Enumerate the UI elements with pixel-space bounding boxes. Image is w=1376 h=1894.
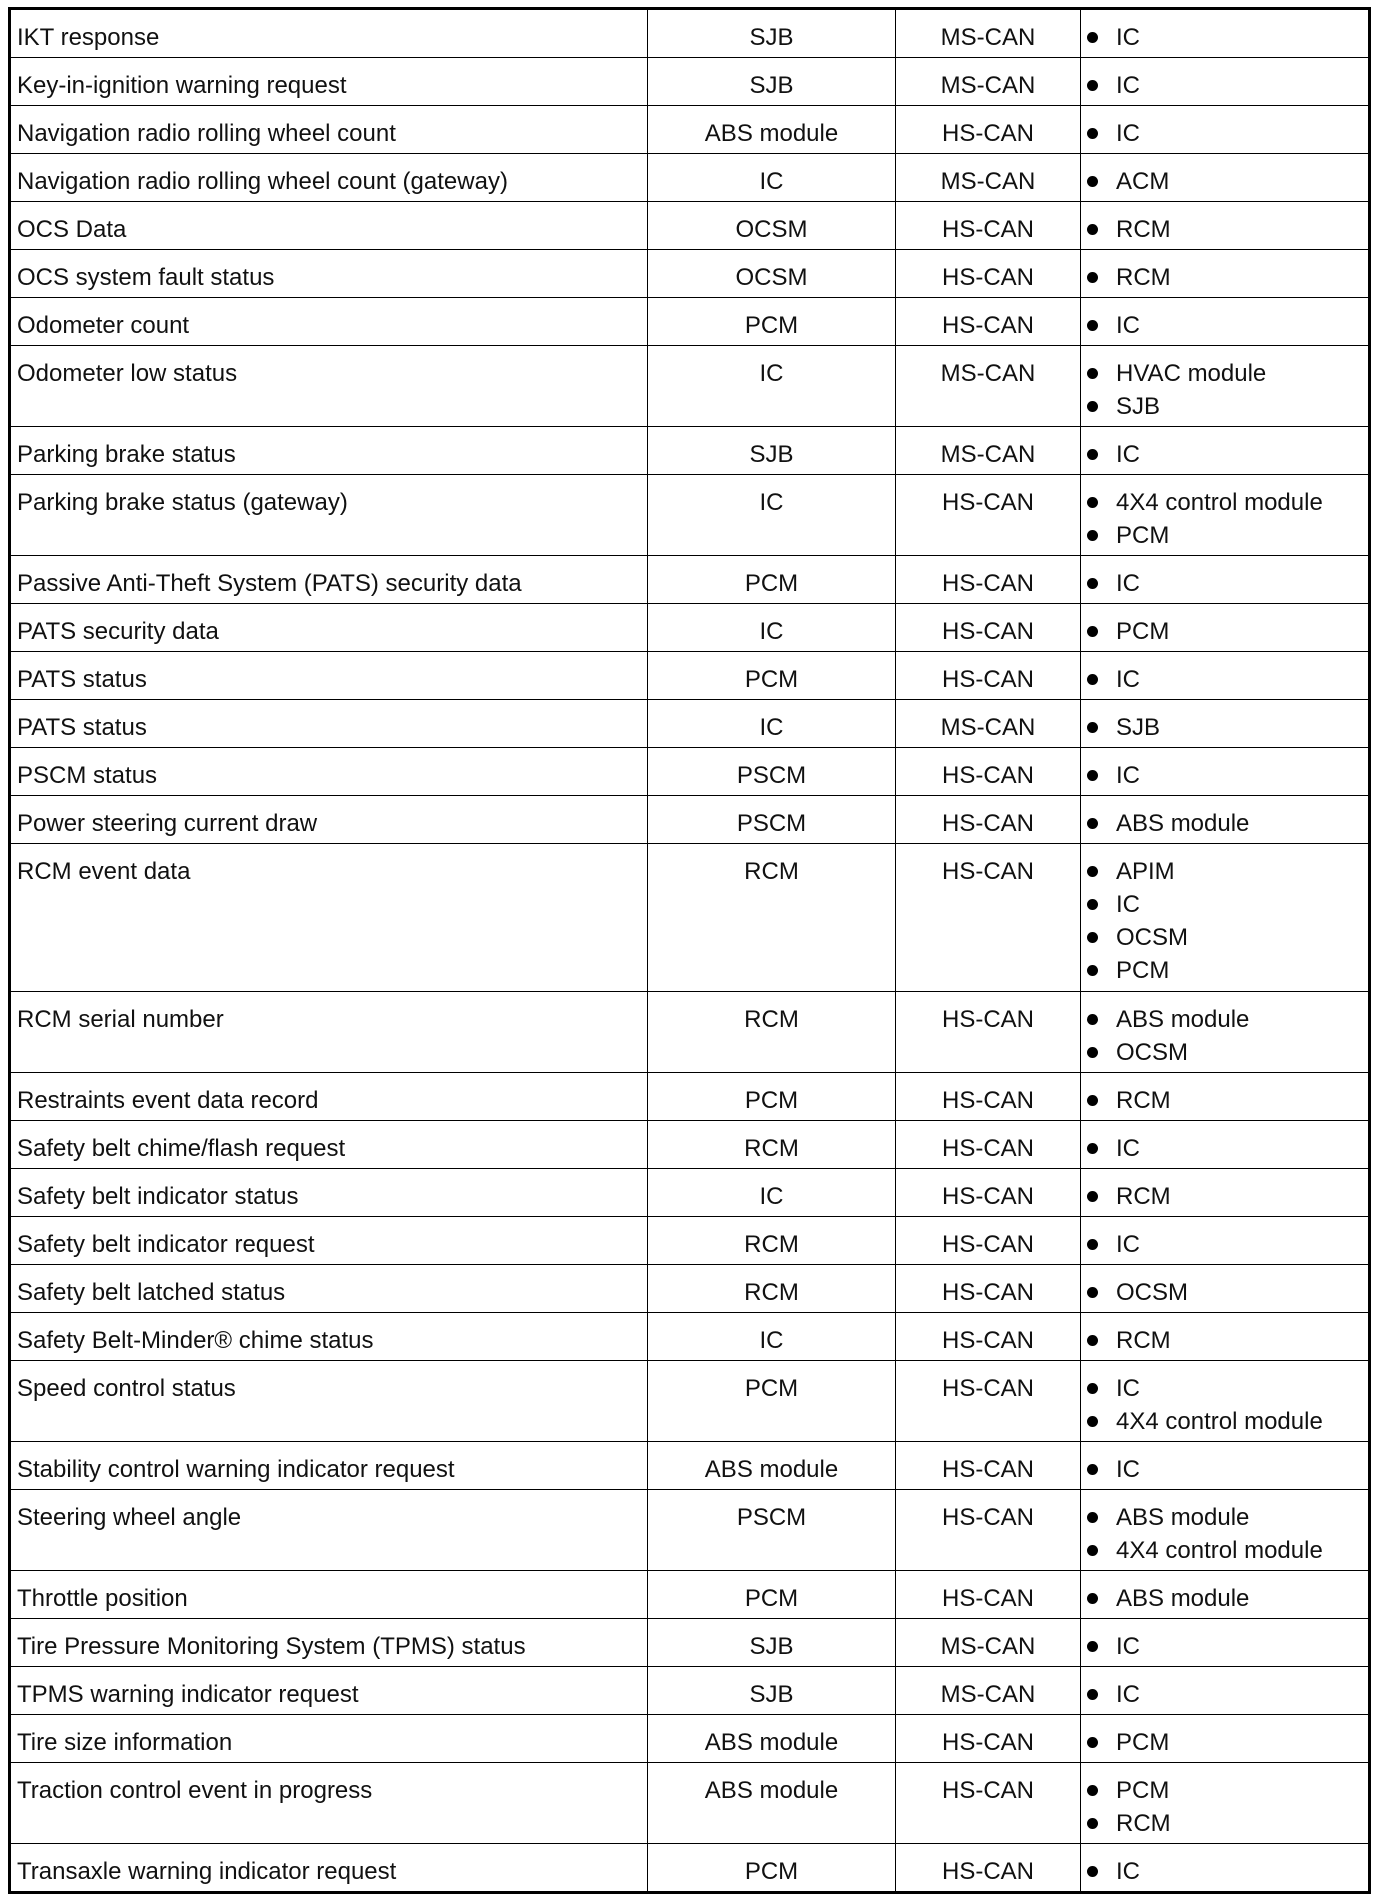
receivers-cell [1081,844,1370,992]
receiver-label: RCM [1116,1087,1171,1114]
receiver-label: IC [1116,666,1140,693]
receiver-item [1087,1678,1362,1711]
message-cell: Odometer low status [10,346,648,427]
bullet-icon [1087,1545,1098,1556]
message-cell: OCS system fault status [10,250,648,298]
receivers-cell [1081,298,1370,346]
table-row [10,58,1370,106]
bullet-icon [1087,722,1098,733]
receiver-item [1087,21,1362,54]
receiver-label: RCM [1116,1183,1171,1210]
originator-cell: IC [648,346,896,427]
message-cell: Safety belt chime/flash request [10,1121,648,1169]
originator-cell: IC [648,700,896,748]
message-cell: Safety Belt-Minder® chime status [10,1313,648,1361]
receiver-item [1087,567,1362,600]
bullet-icon [1087,674,1098,685]
bullet-icon [1087,1191,1098,1202]
network-cell: MS-CAN [896,700,1081,748]
receiver-item [1087,1534,1362,1567]
receiver-label: RCM [1116,216,1171,243]
receivers-cell [1081,1667,1370,1715]
receiver-label: IC [1116,1858,1140,1885]
bullet-icon [1087,1095,1098,1106]
receivers-cell [1081,1763,1370,1844]
bullet-icon [1087,1047,1098,1058]
originator-cell: PCM [648,1844,896,1893]
table-row [10,1361,1370,1442]
network-cell: HS-CAN [896,1265,1081,1313]
network-cell: HS-CAN [896,475,1081,556]
receiver-label: OCSM [1116,924,1188,951]
bullet-icon [1087,368,1098,379]
message-cell: RCM event data [10,844,648,992]
bullet-icon [1087,272,1098,283]
receiver-item [1087,954,1362,987]
bullet-icon [1087,128,1098,139]
table-row [10,1490,1370,1571]
receivers-cell [1081,1169,1370,1217]
table-row [10,346,1370,427]
network-cell: HS-CAN [896,1490,1081,1571]
receivers-cell [1081,427,1370,475]
network-cell: HS-CAN [896,1169,1081,1217]
message-cell: Odometer count [10,298,648,346]
receiver-item [1087,1501,1362,1534]
bullet-icon [1087,1416,1098,1427]
receiver-item [1087,486,1362,519]
bullet-icon [1087,32,1098,43]
receiver-label: IC [1116,1375,1140,1402]
table-row [10,1571,1370,1619]
bullet-icon [1087,320,1098,331]
table-row [10,475,1370,556]
receiver-item [1087,165,1362,198]
table-row [10,652,1370,700]
receivers-cell [1081,748,1370,796]
receivers-cell [1081,475,1370,556]
receiver-label: ABS module [1116,1504,1250,1531]
originator-cell: PCM [648,652,896,700]
originator-cell: PCM [648,1361,896,1442]
receiver-label: ABS module [1116,1006,1250,1033]
receiver-label: PCM [1116,1729,1170,1756]
originator-cell: IC [648,1313,896,1361]
receivers-cell [1081,652,1370,700]
bullet-icon [1087,1143,1098,1154]
receiver-item [1087,213,1362,246]
table-row [10,427,1370,475]
bullet-icon [1087,1593,1098,1604]
receiver-item [1087,759,1362,792]
receiver-label: PCM [1116,1777,1170,1804]
network-cell: HS-CAN [896,1313,1081,1361]
bullet-icon [1087,626,1098,637]
receiver-label: IC [1116,120,1140,147]
receiver-label: IC [1116,891,1140,918]
network-cell: HS-CAN [896,1442,1081,1490]
originator-cell: IC [648,604,896,652]
receivers-cell [1081,556,1370,604]
message-cell: Safety belt indicator status [10,1169,648,1217]
message-cell: Key-in-ignition warning request [10,58,648,106]
originator-cell: PSCM [648,796,896,844]
receiver-item [1087,1324,1362,1357]
receivers-cell [1081,1490,1370,1571]
receiver-item [1087,1132,1362,1165]
receiver-label: PCM [1116,957,1170,984]
table-row [10,700,1370,748]
message-cell: Tire size information [10,1715,648,1763]
receivers-cell [1081,700,1370,748]
bullet-icon [1087,1512,1098,1523]
originator-cell: IC [648,154,896,202]
bullet-icon [1087,770,1098,781]
receiver-item [1087,1630,1362,1663]
table-row [10,844,1370,992]
receiver-item [1087,855,1362,888]
receiver-item [1087,1726,1362,1759]
network-cell: HS-CAN [896,202,1081,250]
receiver-label: RCM [1116,264,1171,291]
table-row [10,1667,1370,1715]
receivers-cell [1081,1265,1370,1313]
receiver-item [1087,1276,1362,1309]
table-row [10,250,1370,298]
receiver-item [1087,807,1362,840]
bullet-icon [1087,1737,1098,1748]
network-cell: MS-CAN [896,58,1081,106]
table-body [10,9,1370,1893]
originator-cell: PCM [648,1073,896,1121]
message-cell: PATS security data [10,604,648,652]
table-row [10,9,1370,58]
bullet-icon [1087,1464,1098,1475]
network-cell: MS-CAN [896,427,1081,475]
bullet-icon [1087,530,1098,541]
bullet-icon [1087,449,1098,460]
message-cell: Tire Pressure Monitoring System (TPMS) status [10,1619,648,1667]
originator-cell: PSCM [648,1490,896,1571]
receiver-label: IC [1116,24,1140,51]
receiver-item [1087,357,1362,390]
receivers-cell [1081,1313,1370,1361]
bullet-icon [1087,818,1098,829]
receivers-cell [1081,346,1370,427]
receivers-cell [1081,1619,1370,1667]
message-cell: Power steering current draw [10,796,648,844]
network-cell: HS-CAN [896,1763,1081,1844]
table-row [10,1313,1370,1361]
originator-cell: SJB [648,1619,896,1667]
receiver-label: HVAC module [1116,360,1267,387]
receivers-cell [1081,202,1370,250]
receiver-label: IC [1116,1231,1140,1258]
network-cell: HS-CAN [896,796,1081,844]
receiver-label: IC [1116,72,1140,99]
message-cell: Speed control status [10,1361,648,1442]
receiver-item [1087,1084,1362,1117]
table-row [10,1217,1370,1265]
receiver-label: 4X4 control module [1116,1537,1323,1564]
bullet-icon [1087,578,1098,589]
receiver-item [1087,1180,1362,1213]
receiver-label: OCSM [1116,1279,1188,1306]
receivers-cell [1081,992,1370,1073]
network-cell: MS-CAN [896,346,1081,427]
network-cell: HS-CAN [896,1073,1081,1121]
originator-cell: ABS module [648,106,896,154]
message-cell: PSCM status [10,748,648,796]
originator-cell: RCM [648,1217,896,1265]
table-row [10,1763,1370,1844]
network-cell: MS-CAN [896,9,1081,58]
message-cell: Safety belt indicator request [10,1217,648,1265]
message-cell: Safety belt latched status [10,1265,648,1313]
originator-cell: OCSM [648,250,896,298]
receiver-label: OCSM [1116,1039,1188,1066]
receiver-label: ABS module [1116,1585,1250,1612]
receiver-label: IC [1116,441,1140,468]
network-cell: HS-CAN [896,1715,1081,1763]
message-cell: Transaxle warning indicator request [10,1844,648,1893]
message-cell: Navigation radio rolling wheel count [10,106,648,154]
bullet-icon [1087,401,1098,412]
receivers-cell [1081,154,1370,202]
receivers-cell [1081,1571,1370,1619]
originator-cell: OCSM [648,202,896,250]
table-row [10,992,1370,1073]
originator-cell: SJB [648,427,896,475]
receivers-cell [1081,604,1370,652]
message-cell: Stability control warning indicator request [10,1442,648,1490]
receiver-item [1087,921,1362,954]
receiver-label: RCM [1116,1810,1171,1837]
bullet-icon [1087,1785,1098,1796]
message-cell: Restraints event data record [10,1073,648,1121]
originator-cell: ABS module [648,1715,896,1763]
bullet-icon [1087,866,1098,877]
network-cell: HS-CAN [896,250,1081,298]
originator-cell: IC [648,1169,896,1217]
receiver-label: IC [1116,312,1140,339]
receivers-cell [1081,9,1370,58]
originator-cell: RCM [648,844,896,992]
table-row [10,298,1370,346]
network-cell: HS-CAN [896,556,1081,604]
message-cell: TPMS warning indicator request [10,1667,648,1715]
bullet-icon [1087,965,1098,976]
bullet-icon [1087,1383,1098,1394]
receivers-cell [1081,250,1370,298]
receiver-item [1087,1372,1362,1405]
receiver-label: IC [1116,1135,1140,1162]
table-row [10,556,1370,604]
bullet-icon [1087,1818,1098,1829]
message-cell: Navigation radio rolling wheel count (gateway) [10,154,648,202]
message-cell: PATS status [10,700,648,748]
originator-cell: PCM [648,556,896,604]
receivers-cell [1081,1442,1370,1490]
bullet-icon [1087,1287,1098,1298]
table-row [10,796,1370,844]
originator-cell: ABS module [648,1763,896,1844]
receivers-cell [1081,796,1370,844]
message-cell: Steering wheel angle [10,1490,648,1571]
table-row [10,1121,1370,1169]
originator-cell: RCM [648,1265,896,1313]
message-cell: Parking brake status (gateway) [10,475,648,556]
network-message-table [8,7,1371,1894]
table-row [10,604,1370,652]
receiver-label: IC [1116,1633,1140,1660]
network-cell: MS-CAN [896,154,1081,202]
receiver-item [1087,69,1362,102]
bullet-icon [1087,1641,1098,1652]
message-cell: Throttle position [10,1571,648,1619]
receiver-item [1087,519,1362,552]
table-row [10,202,1370,250]
message-cell: Passive Anti-Theft System (PATS) security data [10,556,648,604]
network-cell: HS-CAN [896,1844,1081,1893]
table-row [10,1169,1370,1217]
receiver-item [1087,1036,1362,1069]
receivers-cell [1081,1715,1370,1763]
network-cell: HS-CAN [896,604,1081,652]
network-cell: HS-CAN [896,106,1081,154]
table-row [10,154,1370,202]
originator-cell: RCM [648,1121,896,1169]
receiver-item [1087,261,1362,294]
bullet-icon [1087,224,1098,235]
receivers-cell [1081,1073,1370,1121]
network-cell: HS-CAN [896,1121,1081,1169]
receiver-label: IC [1116,762,1140,789]
receiver-item [1087,1855,1362,1888]
receiver-item [1087,1405,1362,1438]
originator-cell: PCM [648,1571,896,1619]
table-row [10,1265,1370,1313]
receiver-item [1087,711,1362,744]
receiver-label: RCM [1116,1327,1171,1354]
network-cell: HS-CAN [896,1571,1081,1619]
receiver-item [1087,615,1362,648]
receiver-item [1087,888,1362,921]
originator-cell: ABS module [648,1442,896,1490]
table-row [10,106,1370,154]
network-cell: HS-CAN [896,844,1081,992]
receiver-item [1087,1453,1362,1486]
network-cell: HS-CAN [896,298,1081,346]
network-cell: HS-CAN [896,1361,1081,1442]
table-row [10,1715,1370,1763]
receiver-label: IC [1116,1681,1140,1708]
originator-cell: PSCM [648,748,896,796]
table-row [10,748,1370,796]
receiver-label: PCM [1116,618,1170,645]
originator-cell: SJB [648,9,896,58]
message-cell: IKT response [10,9,648,58]
bullet-icon [1087,1239,1098,1250]
receiver-item [1087,1582,1362,1615]
bullet-icon [1087,1689,1098,1700]
originator-cell: SJB [648,58,896,106]
message-cell: PATS status [10,652,648,700]
receiver-label: SJB [1116,714,1161,741]
receivers-cell [1081,1121,1370,1169]
receiver-item [1087,1807,1362,1840]
receiver-label: IC [1116,570,1140,597]
receivers-cell [1081,106,1370,154]
receiver-item [1087,117,1362,150]
receiver-label: ACM [1116,168,1170,195]
receiver-item [1087,663,1362,696]
receiver-label: IC [1116,1456,1140,1483]
receiver-label: PCM [1116,522,1170,549]
message-cell: Traction control event in progress [10,1763,648,1844]
receivers-cell [1081,58,1370,106]
network-cell: MS-CAN [896,1667,1081,1715]
receiver-label: ABS module [1116,810,1250,837]
table-row [10,1073,1370,1121]
receiver-label: SJB [1116,393,1161,420]
bullet-icon [1087,1335,1098,1346]
network-cell: HS-CAN [896,652,1081,700]
bullet-icon [1087,497,1098,508]
originator-cell: RCM [648,992,896,1073]
table-row [10,1844,1370,1893]
message-cell: RCM serial number [10,992,648,1073]
originator-cell: IC [648,475,896,556]
table-row [10,1619,1370,1667]
bullet-icon [1087,932,1098,943]
bullet-icon [1087,176,1098,187]
bullet-icon [1087,899,1098,910]
receiver-item [1087,1774,1362,1807]
originator-cell: SJB [648,1667,896,1715]
receiver-item [1087,390,1362,423]
receivers-cell [1081,1844,1370,1893]
receiver-item [1087,1228,1362,1261]
network-cell: HS-CAN [896,748,1081,796]
receiver-item [1087,438,1362,471]
receiver-item [1087,1003,1362,1036]
message-cell: Parking brake status [10,427,648,475]
receivers-cell [1081,1217,1370,1265]
bullet-icon [1087,80,1098,91]
bullet-icon [1087,1014,1098,1025]
network-cell: MS-CAN [896,1619,1081,1667]
network-cell: HS-CAN [896,992,1081,1073]
originator-cell: PCM [648,298,896,346]
receiver-item [1087,309,1362,342]
receiver-label: APIM [1116,858,1175,885]
table-row [10,1442,1370,1490]
receivers-cell [1081,1361,1370,1442]
message-cell: OCS Data [10,202,648,250]
receiver-label: 4X4 control module [1116,489,1323,516]
network-cell: HS-CAN [896,1217,1081,1265]
receiver-label: 4X4 control module [1116,1408,1323,1435]
bullet-icon [1087,1866,1098,1877]
